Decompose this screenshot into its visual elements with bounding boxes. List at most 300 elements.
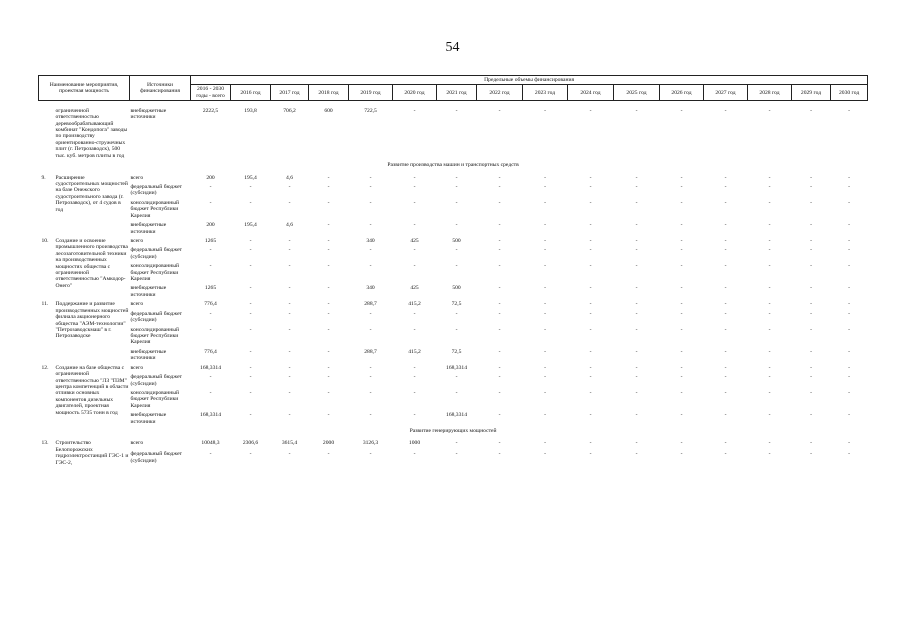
header-year: 2019 год: [349, 85, 393, 101]
table-row: [39, 197, 868, 219]
header-year: 2017 год: [271, 85, 309, 101]
value-cell: -: [768, 301, 771, 308]
value-cell: -: [498, 199, 501, 206]
value-cell: 72,5: [451, 348, 462, 355]
value-cell: -: [544, 183, 546, 190]
value-cell: -: [724, 199, 727, 206]
value-cell: -: [288, 451, 291, 458]
value-cell: -: [544, 263, 546, 270]
value-cell: -: [589, 389, 592, 396]
value-cell: -: [635, 247, 638, 254]
value-cell: -: [848, 364, 851, 371]
value-cell: -: [848, 222, 851, 229]
value-cell: -: [810, 440, 812, 447]
value-cell: -: [288, 348, 291, 355]
item-number: 9.: [41, 174, 46, 181]
table-row: [39, 235, 868, 244]
value-cell: -: [544, 440, 546, 447]
table-row: [39, 324, 868, 346]
value-cell: 340: [366, 285, 375, 292]
header-year: 2022 год: [477, 85, 523, 101]
value-cell: -: [724, 301, 727, 308]
value-cell: -: [288, 301, 291, 308]
value-cell: 340: [366, 237, 375, 244]
table-row: [39, 387, 868, 409]
item-name: Расширение судостроительных мощностей на базе Онежского судостроительного завода (г. Петрозаводск), от 4 судов в год: [55, 174, 128, 213]
value-cell: -: [209, 263, 212, 270]
value-cell: -: [724, 348, 727, 355]
value-cell: -: [369, 310, 372, 317]
value-cell: -: [455, 326, 458, 333]
value-cell: 2222,5: [202, 107, 219, 114]
value-cell: -: [680, 310, 683, 317]
value-cell: -: [589, 301, 592, 308]
value-cell: -: [589, 412, 592, 419]
value-cell: -: [589, 310, 592, 317]
value-cell: -: [544, 326, 546, 333]
value-cell: -: [498, 389, 501, 396]
table-row: [39, 260, 868, 282]
value-cell: -: [498, 412, 501, 419]
value-cell: -: [848, 310, 851, 317]
value-cell: -: [455, 174, 458, 181]
value-cell: -: [369, 199, 372, 206]
value-cell: -: [369, 174, 372, 181]
value-cell: -: [498, 440, 501, 447]
value-cell: -: [544, 247, 546, 254]
value-cell: -: [810, 237, 812, 244]
value-cell: -: [724, 310, 727, 317]
table-row: [39, 298, 868, 307]
value-cell: -: [724, 326, 727, 333]
value-cell: 168,3314: [446, 412, 467, 419]
value-cell: -: [635, 301, 638, 308]
value-cell: -: [249, 451, 252, 458]
value-cell: -: [589, 199, 592, 206]
value-cell: -: [455, 247, 458, 254]
value-cell: -: [455, 199, 458, 206]
value-cell: -: [288, 374, 291, 381]
value-cell: -: [810, 285, 812, 292]
value-cell: -: [768, 310, 771, 317]
value-cell: -: [635, 285, 638, 292]
value-cell: -: [544, 348, 546, 355]
value-cell: 288,7: [364, 301, 377, 308]
value-cell: -: [810, 301, 812, 308]
value-cell: -: [724, 412, 727, 419]
header-year: 2024 год: [568, 85, 614, 101]
value-cell: -: [327, 183, 330, 190]
value-cell: -: [680, 301, 683, 308]
value-cell: -: [544, 237, 546, 244]
value-cell: -: [848, 263, 851, 270]
value-cell: -: [680, 374, 683, 381]
value-cell: -: [848, 412, 851, 419]
value-cell: -: [848, 237, 851, 244]
value-cell: -: [209, 310, 212, 317]
value-cell: -: [768, 285, 771, 292]
value-cell: -: [680, 364, 683, 371]
value-cell: -: [848, 326, 851, 333]
value-cell: -: [848, 348, 851, 355]
value-cell: -: [768, 247, 771, 254]
value-cell: -: [810, 310, 812, 317]
table-row: [39, 282, 868, 298]
value-cell: -: [544, 285, 546, 292]
value-cell: -: [768, 237, 771, 244]
financing-table-wrap: [38, 75, 866, 555]
value-cell: -: [589, 174, 592, 181]
value-cell: -: [288, 389, 291, 396]
value-cell: -: [768, 348, 771, 355]
value-cell: -: [369, 326, 372, 333]
value-cell: -: [327, 451, 330, 458]
value-cell: -: [327, 247, 330, 254]
value-cell: -: [810, 326, 812, 333]
table-body: [39, 105, 868, 466]
value-cell: -: [455, 389, 458, 396]
value-cell: -: [498, 301, 501, 308]
header-year: 2028 год: [748, 85, 792, 101]
value-cell: -: [249, 310, 252, 317]
value-cell: -: [768, 199, 771, 206]
value-cell: -: [369, 451, 372, 458]
value-cell: -: [288, 199, 291, 206]
value-cell: -: [288, 412, 291, 419]
value-cell: -: [327, 285, 330, 292]
value-cell: -: [810, 107, 812, 114]
table-row: [39, 308, 868, 324]
value-cell: -: [209, 247, 212, 254]
value-cell: -: [635, 199, 638, 206]
value-cell: -: [724, 174, 727, 181]
value-cell: 288,7: [364, 348, 377, 355]
funding-source: внебюджетные источники: [130, 285, 167, 298]
value-cell: -: [680, 199, 683, 206]
value-cell: -: [544, 310, 546, 317]
funding-source: внебюджетные источники: [130, 107, 167, 121]
item-number: 13.: [41, 440, 49, 447]
value-cell: -: [413, 263, 416, 270]
value-cell: -: [455, 451, 458, 458]
value-cell: -: [249, 199, 252, 206]
value-cell: -: [589, 364, 592, 371]
value-cell: -: [810, 374, 812, 381]
value-cell: -: [635, 222, 638, 229]
table-row: [39, 362, 868, 371]
value-cell: -: [768, 222, 771, 229]
value-cell: -: [544, 374, 546, 381]
value-cell: 200: [206, 222, 215, 229]
value-cell: -: [848, 285, 851, 292]
value-cell: -: [635, 451, 638, 458]
value-cell: 3126,3: [362, 440, 379, 447]
value-cell: -: [810, 451, 812, 458]
value-cell: -: [327, 412, 330, 419]
item-name: Строительство Белопорожских гидроэлектростанций ГЭС-1 и ГЭС-2,: [55, 440, 129, 466]
value-cell: -: [413, 326, 416, 333]
value-cell: -: [589, 237, 592, 244]
value-cell: -: [498, 107, 501, 114]
value-cell: -: [327, 326, 330, 333]
value-cell: -: [768, 263, 771, 270]
section-heading: Развитие генерирующих мощностей: [409, 428, 497, 435]
value-cell: -: [768, 389, 771, 396]
value-cell: -: [680, 247, 683, 254]
funding-source: консолидированный бюджет Республики Карелия: [130, 389, 179, 409]
value-cell: -: [288, 326, 291, 333]
value-cell: 500: [452, 237, 461, 244]
value-cell: -: [848, 174, 851, 181]
value-cell: -: [810, 222, 812, 229]
value-cell: -: [680, 183, 683, 190]
value-cell: -: [589, 183, 592, 190]
value-cell: -: [635, 237, 638, 244]
value-cell: -: [369, 263, 372, 270]
value-cell: -: [413, 247, 416, 254]
funding-source: федеральный бюджет (субсидии): [130, 451, 182, 464]
value-cell: -: [327, 301, 330, 308]
value-cell: -: [680, 222, 683, 229]
table-row: [39, 346, 868, 362]
value-cell: -: [455, 374, 458, 381]
table-row: [39, 437, 868, 448]
value-cell: -: [413, 451, 416, 458]
value-cell: -: [680, 440, 683, 447]
value-cell: -: [288, 364, 291, 371]
value-cell: -: [848, 107, 851, 114]
item-name: ограниченной ответственностью деревообрабатывающий комбинат "Кондопога" заводы по производству ориентированно-стружечных плит (г. Петрозаводск), 500 тыс. куб. метров плиты в год: [55, 107, 128, 159]
value-cell: -: [589, 440, 592, 447]
value-cell: -: [249, 263, 252, 270]
value-cell: -: [455, 183, 458, 190]
item-number: 11.: [41, 301, 49, 308]
value-cell: -: [544, 199, 546, 206]
value-cell: -: [810, 348, 812, 355]
value-cell: -: [249, 237, 252, 244]
page-number: 54: [445, 40, 460, 55]
value-cell: -: [848, 199, 851, 206]
value-cell: -: [498, 174, 501, 181]
value-cell: -: [498, 374, 501, 381]
value-cell: 168,3314: [200, 412, 221, 419]
value-cell: -: [680, 285, 683, 292]
value-cell: -: [589, 348, 592, 355]
value-cell: -: [288, 247, 291, 254]
value-cell: -: [724, 237, 727, 244]
value-cell: -: [498, 451, 501, 458]
value-cell: -: [209, 183, 212, 190]
value-cell: -: [413, 183, 416, 190]
value-cell: -: [768, 174, 771, 181]
table-header: [39, 76, 868, 105]
value-cell: -: [327, 199, 330, 206]
value-cell: -: [810, 389, 812, 396]
value-cell: 415,2: [408, 348, 421, 355]
value-cell: -: [635, 440, 638, 447]
value-cell: -: [369, 364, 372, 371]
value-cell: -: [724, 183, 727, 190]
value-cell: -: [369, 222, 372, 229]
value-cell: -: [327, 174, 330, 181]
funding-source: консолидированный бюджет Республики Карелия: [130, 199, 179, 219]
value-cell: -: [724, 440, 727, 447]
value-cell: 415,2: [408, 301, 421, 308]
value-cell: -: [724, 222, 727, 229]
value-cell: -: [680, 174, 683, 181]
value-cell: -: [768, 107, 771, 114]
value-cell: -: [810, 263, 812, 270]
item-name: Создание и освоение промышленного производства лесозаготовительной техники на производственных мощностях общества с ограниченной ответственностью "Амкодор-Онего": [55, 237, 128, 289]
value-cell: -: [848, 247, 851, 254]
value-cell: -: [724, 451, 727, 458]
value-cell: -: [848, 301, 851, 308]
value-cell: 3615,4: [281, 440, 298, 447]
value-cell: -: [498, 237, 501, 244]
value-cell: -: [249, 247, 252, 254]
funding-source: консолидированный бюджет Республики Карелия: [130, 326, 179, 346]
value-cell: -: [544, 451, 546, 458]
header-year: 2025 год: [614, 85, 660, 101]
funding-source: внебюджетные источники: [130, 412, 167, 425]
value-cell: -: [288, 310, 291, 317]
value-cell: -: [768, 364, 771, 371]
header-name: Наименование мероприятия, проектная мощность: [39, 76, 130, 101]
value-cell: -: [369, 412, 372, 419]
header-year: 2021 год: [437, 85, 477, 101]
value-cell: -: [848, 374, 851, 381]
value-cell: -: [848, 451, 851, 458]
value-cell: -: [498, 183, 501, 190]
header-year: 2029 год: [792, 85, 831, 101]
value-cell: -: [768, 412, 771, 419]
funding-source: федеральный бюджет (субсидии): [130, 374, 182, 387]
value-cell: -: [635, 326, 638, 333]
value-cell: -: [724, 285, 727, 292]
value-cell: -: [635, 174, 638, 181]
value-cell: -: [498, 222, 501, 229]
header-source: Источники финансирования: [130, 76, 191, 101]
value-cell: -: [635, 364, 638, 371]
value-cell: -: [327, 389, 330, 396]
value-cell: -: [498, 310, 501, 317]
value-cell: -: [249, 412, 252, 419]
value-cell: -: [455, 440, 458, 447]
value-cell: -: [209, 199, 212, 206]
value-cell: -: [249, 326, 252, 333]
value-cell: -: [413, 364, 416, 371]
value-cell: -: [413, 389, 416, 396]
value-cell: -: [249, 183, 252, 190]
table-row: [39, 105, 868, 159]
value-cell: 722,5: [364, 107, 377, 114]
table-row: [39, 181, 868, 197]
value-cell: -: [413, 412, 416, 419]
value-cell: -: [288, 237, 291, 244]
value-cell: -: [768, 451, 771, 458]
item-name: Поддержание и развитие производственных мощностей филиала акционерного общества "АЭМ-технологии" "Петрозаводскмаш" в г. Петрозаводске: [55, 301, 129, 340]
value-cell: -: [498, 285, 501, 292]
value-cell: -: [327, 310, 330, 317]
value-cell: -: [249, 285, 252, 292]
value-cell: -: [327, 348, 330, 355]
value-cell: -: [680, 263, 683, 270]
value-cell: -: [635, 183, 638, 190]
value-cell: -: [724, 364, 727, 371]
value-cell: -: [635, 374, 638, 381]
value-cell: -: [724, 389, 727, 396]
value-cell: -: [589, 326, 592, 333]
value-cell: -: [589, 222, 592, 229]
value-cell: -: [413, 222, 416, 229]
table-row: [39, 448, 868, 466]
table-row: [39, 219, 868, 235]
value-cell: -: [413, 374, 416, 381]
value-cell: -: [327, 237, 330, 244]
header-year: 2026 год: [660, 85, 704, 101]
financing-table: [38, 75, 868, 466]
value-cell: 600: [324, 107, 333, 114]
value-cell: 425: [410, 285, 419, 292]
item-number: [39, 105, 55, 159]
value-cell: -: [209, 374, 212, 381]
funding-source: федеральный бюджет (субсидии): [130, 247, 182, 260]
value-cell: -: [249, 364, 252, 371]
value-cell: -: [498, 247, 501, 254]
header-year: 2016 год: [231, 85, 271, 101]
value-cell: 10048,3: [201, 440, 220, 447]
value-cell: -: [455, 107, 458, 114]
value-cell: 1000: [408, 440, 421, 447]
value-cell: -: [498, 263, 501, 270]
value-cell: 1265: [204, 285, 217, 292]
value-cell: -: [544, 174, 546, 181]
funding-source: всего: [130, 301, 144, 308]
value-cell: -: [249, 389, 252, 396]
funding-source: всего: [130, 440, 144, 447]
value-cell: -: [209, 451, 212, 458]
value-cell: -: [455, 222, 458, 229]
value-cell: 168,3314: [446, 364, 467, 371]
value-cell: 195,4: [244, 222, 257, 229]
value-cell: -: [589, 374, 592, 381]
value-cell: -: [635, 412, 638, 419]
value-cell: -: [680, 348, 683, 355]
header-year: 2023 год: [523, 85, 568, 101]
value-cell: -: [249, 374, 252, 381]
value-cell: -: [413, 199, 416, 206]
value-cell: -: [455, 263, 458, 270]
value-cell: 500: [452, 285, 461, 292]
funding-source: всего: [130, 364, 144, 371]
header-year: 2018 год: [309, 85, 349, 101]
value-cell: -: [589, 451, 592, 458]
value-cell: -: [635, 348, 638, 355]
value-cell: -: [369, 183, 372, 190]
value-cell: -: [369, 247, 372, 254]
value-cell: 4,6: [286, 174, 294, 181]
value-cell: -: [544, 389, 546, 396]
value-cell: -: [635, 310, 638, 317]
value-cell: 2000: [322, 440, 335, 447]
value-cell: -: [327, 374, 330, 381]
funding-source: федеральный бюджет (субсидии): [130, 183, 182, 197]
value-cell: -: [544, 412, 546, 419]
value-cell: -: [498, 326, 501, 333]
value-cell: -: [680, 326, 683, 333]
funding-source: всего: [130, 237, 144, 244]
value-cell: 4,6: [286, 222, 294, 229]
